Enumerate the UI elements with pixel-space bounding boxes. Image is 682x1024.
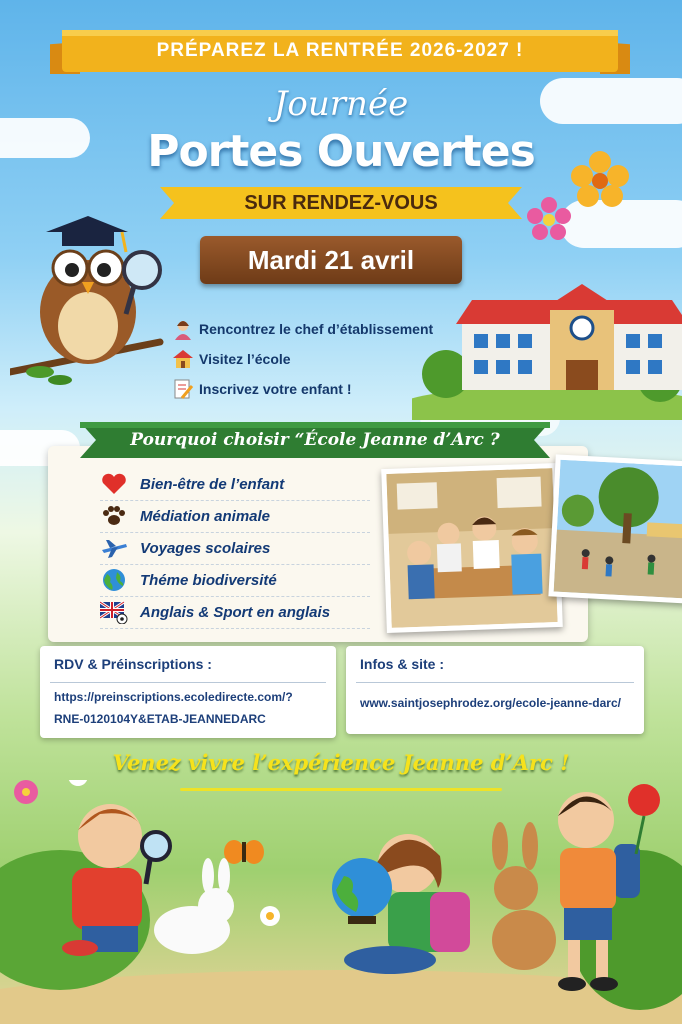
info-card (346, 646, 644, 734)
flower-icon (68, 780, 88, 786)
flower-icon (570, 150, 630, 210)
bullet-label: Visitez l’école (199, 351, 291, 367)
butterfly-icon (224, 840, 264, 864)
title-journee: Journée (273, 84, 409, 124)
divider (356, 682, 634, 683)
feature-label: Théme biodiversité (140, 571, 277, 589)
bullet-label: Rencontrez le chef d’établissement (199, 321, 434, 337)
feature-item (100, 500, 370, 533)
person-icon (172, 318, 194, 340)
flower-icon (260, 906, 280, 926)
bullet-item (172, 314, 433, 344)
paw-icon (100, 504, 128, 528)
bullet-item (172, 344, 433, 374)
owl-graduate-icon (10, 202, 170, 402)
slogan: Venez vivre l’expérience Jeanne d’Arc ! (112, 750, 570, 775)
title-portes-ouvertes: Portes Ouvertes (147, 126, 535, 177)
bullet-item (172, 374, 433, 404)
subtitle-text: SUR RENDEZ-VOUS (244, 192, 438, 214)
divider (50, 682, 326, 683)
rdv-url-line2[interactable]: RNE-0120104Y&ETAB-JEANNEDARC (54, 712, 266, 726)
feature-label: Médiation animale (140, 507, 271, 525)
bullet-list (172, 314, 433, 404)
playground-photo (548, 454, 682, 603)
school-building-icon (412, 270, 682, 420)
school-house-icon (172, 348, 194, 370)
airplane-icon (100, 536, 128, 560)
feature-item (100, 468, 370, 501)
kids-scene-illustration (0, 780, 682, 1024)
date-sign: Mardi 21 avril (200, 236, 462, 284)
feature-item (100, 532, 370, 565)
info-card-title: Infos & site : (360, 656, 445, 672)
why-title: Pourquoi choisir “École Jeanne d’Arc ? (130, 430, 500, 450)
subtitle-ribbon (160, 183, 522, 223)
flower-icon (526, 196, 572, 242)
globe-icon (100, 568, 128, 592)
uk-flag-ball-icon (100, 600, 128, 624)
pencil-form-icon (172, 378, 194, 400)
feature-item (100, 564, 370, 597)
classroom-photo-image (386, 468, 557, 628)
banner-text: PRÉPAREZ LA RENTRÉE 2026-2027 ! (156, 40, 524, 61)
feature-label: Bien-être de l’enfant (140, 475, 285, 493)
playground-photo-image (554, 460, 682, 599)
rdv-url-line1[interactable]: https://preinscriptions.ecoledirecte.com/? (54, 690, 293, 704)
why-banner (80, 418, 550, 462)
heart-icon (100, 472, 128, 496)
bullet-label: Inscrivez votre enfant ! (199, 381, 352, 397)
rdv-card-title: RDV & Préinscriptions : (54, 656, 212, 672)
feature-item (100, 596, 370, 629)
classroom-photo (381, 463, 563, 633)
feature-label: Voyages scolaires (140, 539, 271, 557)
top-banner (50, 28, 630, 74)
flower-icon (14, 780, 38, 804)
rdv-card (40, 646, 336, 738)
feature-label: Anglais & Sport en anglais (140, 603, 331, 621)
info-url[interactable]: www.saintjosephrodez.org/ecole-jeanne-darc/ (360, 696, 621, 710)
